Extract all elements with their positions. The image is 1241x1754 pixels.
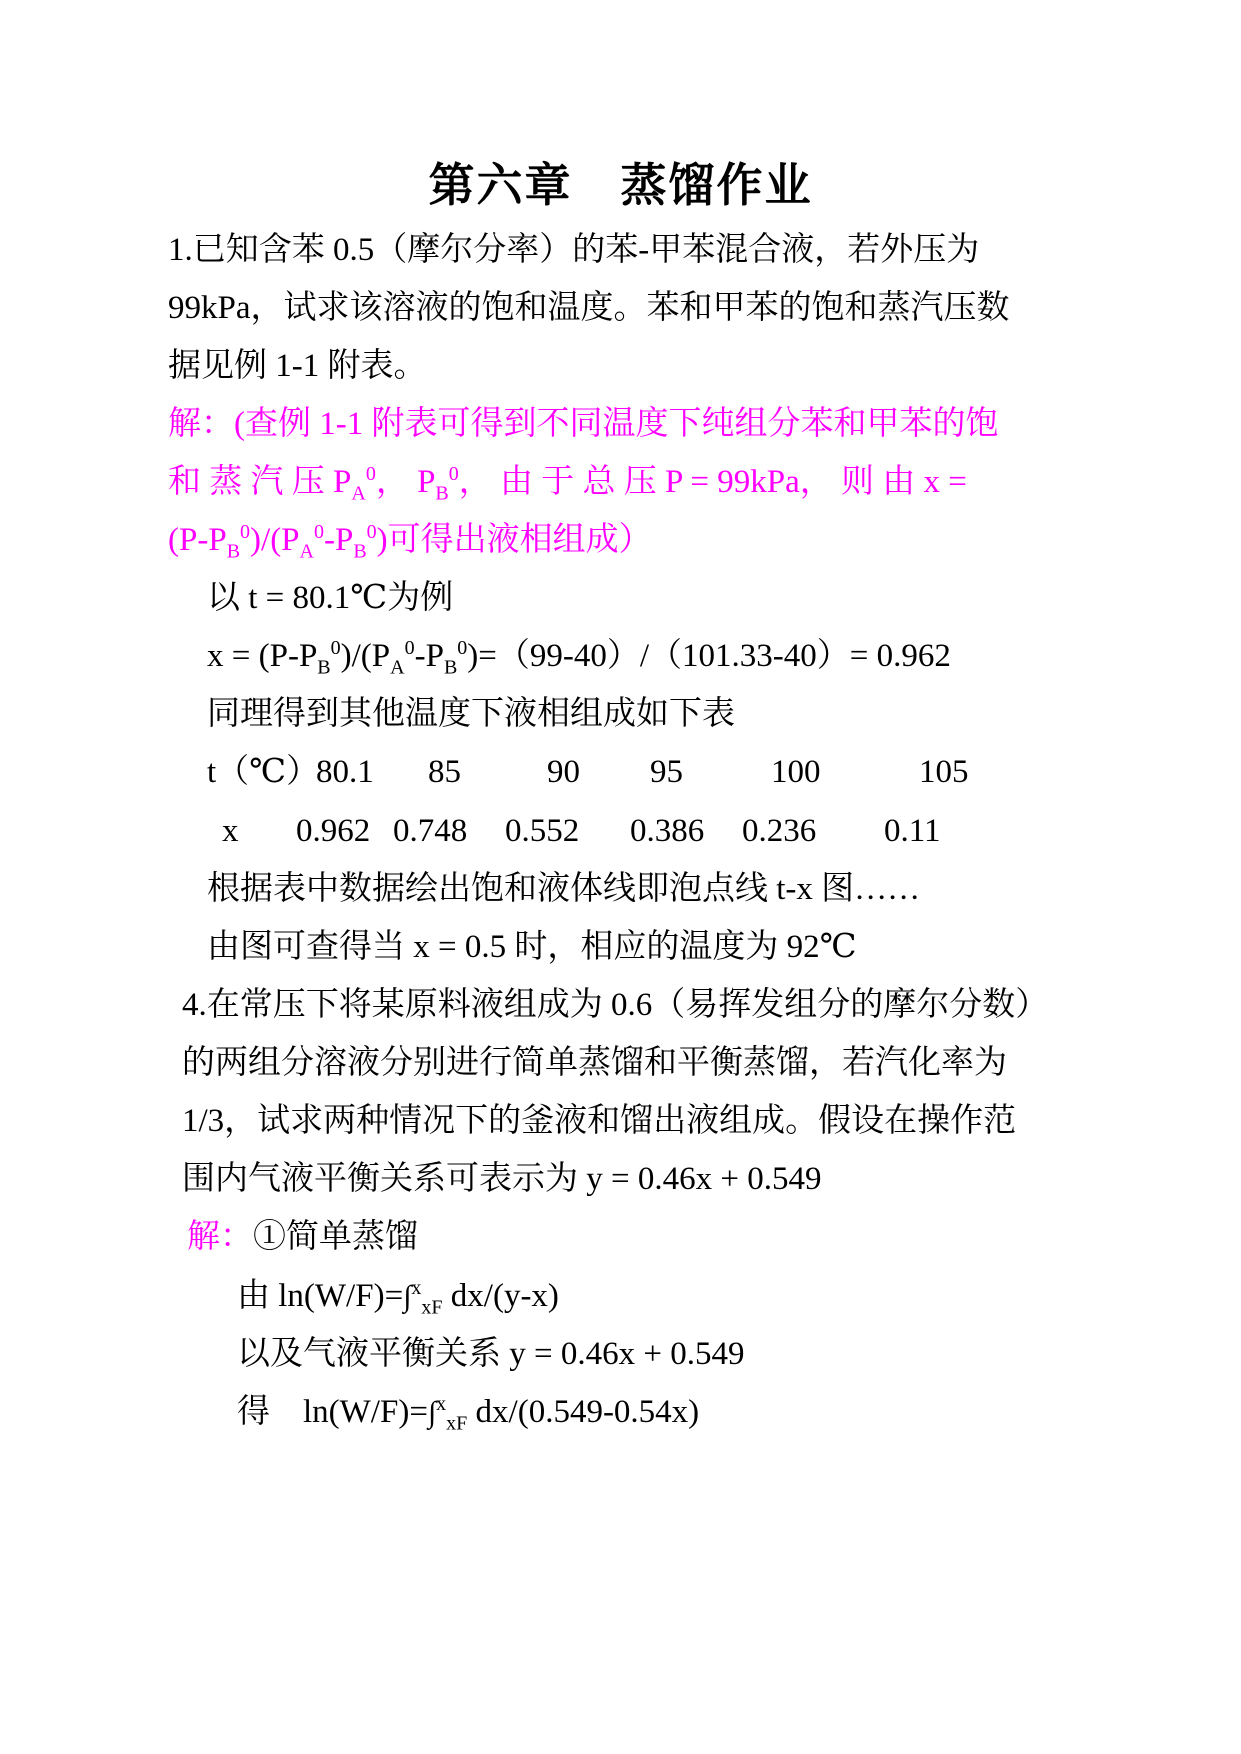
t-cell: 105 bbox=[919, 754, 969, 790]
step-title: ①简单蒸馏 bbox=[253, 1219, 418, 1255]
q1-line-3: 据见例 1-1 附表。 bbox=[168, 348, 427, 384]
s4-heading bbox=[187, 1217, 418, 1257]
s4-equation-2: 以及气液平衡关系 y = 0.46x + 0.549 bbox=[237, 1336, 745, 1372]
x-cell: 0.386 bbox=[630, 813, 705, 849]
q4-line-2: 的两组分溶液分别进行简单蒸馏和平衡蒸馏，若汽化率为 bbox=[182, 1045, 1007, 1081]
s4-equation-3: 得 ln(W/F)=∫$^x_{xF}$ dx/(0.549-0.54x) bbox=[237, 1393, 700, 1435]
x-cell: 0.236 bbox=[742, 813, 817, 849]
q1-line-1: 1.已知含苯 0.5（摩尔分率）的苯-甲苯混合液，若外压为 bbox=[168, 232, 980, 268]
x-cell: 0.11 bbox=[884, 813, 941, 849]
x-cell: 0.552 bbox=[505, 813, 580, 849]
t-cell: 90 bbox=[547, 754, 580, 790]
s1-example: 以 t = 80.1℃为例 bbox=[207, 580, 454, 616]
s1-calculation: $x = (P-P_B^0)/(P_A^0-P_B^0)=(99-40)/(101.33-40)= 0.962$ bbox=[207, 637, 951, 679]
x-cell: 0.748 bbox=[393, 813, 468, 849]
s1-result-text: 由图可查得当 x = 0.5 时，相应的温度为 92℃ bbox=[207, 929, 857, 965]
q4-line-3: 1/3，试求两种情况下的釜液和馏出液组成。假设在操作范 bbox=[182, 1103, 1017, 1139]
s1-line-2: 和 蒸 汽 压 $P_A^0$， $P_B^0$， 由 于 总 压 P = 99kPa， 则 由 x = bbox=[168, 463, 967, 505]
q4-line-1: 4.在常压下将某原料液组成为 0.6（易挥发组分的摩尔分数） bbox=[182, 987, 1049, 1023]
t-cell: 95 bbox=[650, 754, 683, 790]
x-cell: 0.962 bbox=[296, 813, 371, 849]
s1-line-3: $(P-P_B^0)/(P_A^0-P_B^0)$可得出液相组成） bbox=[168, 521, 652, 563]
s4-equation-1: 由 ln(W/F)=∫$^x_{xF}$ dx/(y-x) bbox=[237, 1277, 559, 1319]
s1-plot-text: 根据表中数据绘出饱和液体线即泡点线 t-x 图…… bbox=[207, 871, 921, 907]
solution-label: 解： bbox=[187, 1219, 253, 1255]
t-cell: 85 bbox=[428, 754, 461, 790]
s1-similar-text: 同理得到其他温度下液相组成如下表 bbox=[207, 696, 735, 732]
x-row-label: x bbox=[222, 813, 239, 849]
t-cell: 80.1 bbox=[316, 754, 374, 790]
s1-line-1: 解：(查例 1-1 附表可得到不同温度下纯组分苯和甲苯的饱 bbox=[168, 406, 999, 442]
t-cell: 100 bbox=[771, 754, 821, 790]
t-row-label: t（℃） bbox=[207, 754, 320, 790]
q4-line-4: 围内气液平衡关系可表示为 y = 0.46x + 0.549 bbox=[182, 1161, 822, 1197]
q1-line-2: 99kPa，试求该溶液的饱和温度。苯和甲苯的饱和蒸汽压数 bbox=[168, 290, 1010, 326]
page-title: 第六章 蒸馏作业 bbox=[428, 160, 813, 211]
